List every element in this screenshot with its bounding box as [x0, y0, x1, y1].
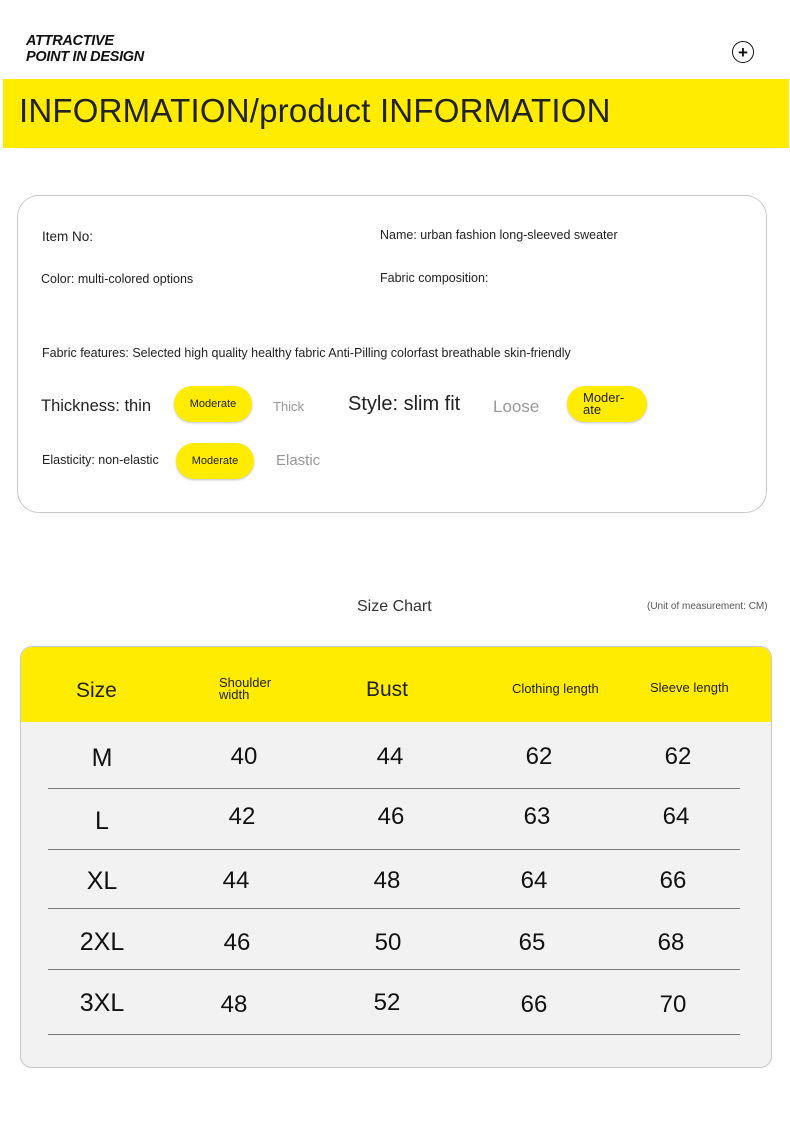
- header-clothing-length: Clothing length: [512, 681, 599, 696]
- plus-circle-icon[interactable]: +: [732, 41, 754, 63]
- table-cell-size: 2XL: [79, 928, 125, 956]
- table-cell-sleeve: 70: [659, 991, 687, 1018]
- table-cell-length: 62: [525, 743, 553, 770]
- item-no-label: Item No:: [42, 229, 94, 244]
- header-shoulder-line-1: Shoulder: [219, 675, 272, 690]
- style-moderate-line-1: Moder-: [583, 390, 625, 405]
- table-cell-length: 65: [518, 929, 546, 956]
- table-cell-shoulder: 40: [230, 743, 258, 770]
- table-cell-bust: 48: [373, 867, 401, 894]
- tagline-line-1: ATTRACTIVE: [26, 33, 114, 49]
- name-label: Name: urban fashion long-sleeved sweater: [380, 228, 618, 242]
- elasticity-moderate-pill: Moderate: [176, 443, 254, 479]
- table-cell-length: 66: [520, 991, 548, 1018]
- table-cell-bust: 46: [377, 803, 405, 830]
- table-cell-sleeve: 62: [664, 743, 692, 770]
- table-cell-sleeve: 68: [657, 929, 685, 956]
- style-loose-option: Loose: [493, 397, 540, 416]
- fabric-composition-label: Fabric composition:: [380, 271, 489, 285]
- product-info-card: [17, 195, 767, 513]
- thickness-moderate-pill: Moderate: [174, 386, 252, 422]
- thickness-label: Thickness: thin: [41, 397, 152, 415]
- table-cell-size: M: [91, 744, 113, 772]
- size-chart-title: Size Chart: [357, 598, 432, 615]
- style-moderate-line-2: ate: [583, 402, 602, 417]
- table-cell-sleeve: 64: [662, 803, 690, 830]
- table-cell-shoulder: 48: [220, 991, 248, 1018]
- row-divider: [48, 788, 740, 789]
- table-cell-shoulder: 46: [223, 929, 251, 956]
- table-cell-size: XL: [86, 867, 118, 895]
- elasticity-elastic-option: Elastic: [276, 452, 321, 469]
- style-label: Style: slim fit: [348, 393, 461, 415]
- table-cell-bust: 44: [376, 743, 404, 770]
- header-bust: Bust: [366, 678, 409, 701]
- header-shoulder-width: [219, 677, 271, 701]
- fabric-features-text: Fabric features: Selected high quality healthy fabric Anti-Pilling colorfast breathable skin-friendly: [42, 346, 571, 360]
- table-cell-sleeve: 66: [659, 867, 687, 894]
- table-cell-size: 3XL: [79, 989, 125, 1017]
- table-cell-shoulder: 44: [222, 867, 250, 894]
- color-label: Color: multi-colored options: [41, 272, 194, 286]
- table-header: [21, 647, 771, 722]
- page-title: INFORMATION/product INFORMATION: [19, 92, 611, 129]
- table-cell-shoulder: 42: [228, 803, 256, 830]
- tagline: [26, 33, 144, 65]
- header-shoulder-line-2: width: [219, 687, 250, 702]
- row-divider: [48, 849, 740, 850]
- tagline-line-2: POINT IN DESIGN: [26, 49, 144, 65]
- header-size: Size: [76, 679, 117, 702]
- table-cell-bust: 50: [374, 929, 402, 956]
- row-divider: [48, 908, 740, 909]
- thickness-thick-option: Thick: [273, 399, 305, 414]
- table-cell-length: 64: [520, 867, 548, 894]
- unit-note: (Unit of measurement: CM): [647, 601, 768, 612]
- table-cell-size: L: [95, 807, 109, 835]
- style-moderate-pill: [567, 386, 647, 422]
- header-sleeve-length: Sleeve length: [650, 680, 729, 695]
- row-divider: [48, 969, 740, 970]
- table-cell-bust: 52: [373, 989, 401, 1016]
- row-divider: [48, 1034, 740, 1035]
- table-cell-length: 63: [523, 803, 551, 830]
- elasticity-label: Elasticity: non-elastic: [42, 453, 159, 467]
- size-table: [20, 646, 772, 1068]
